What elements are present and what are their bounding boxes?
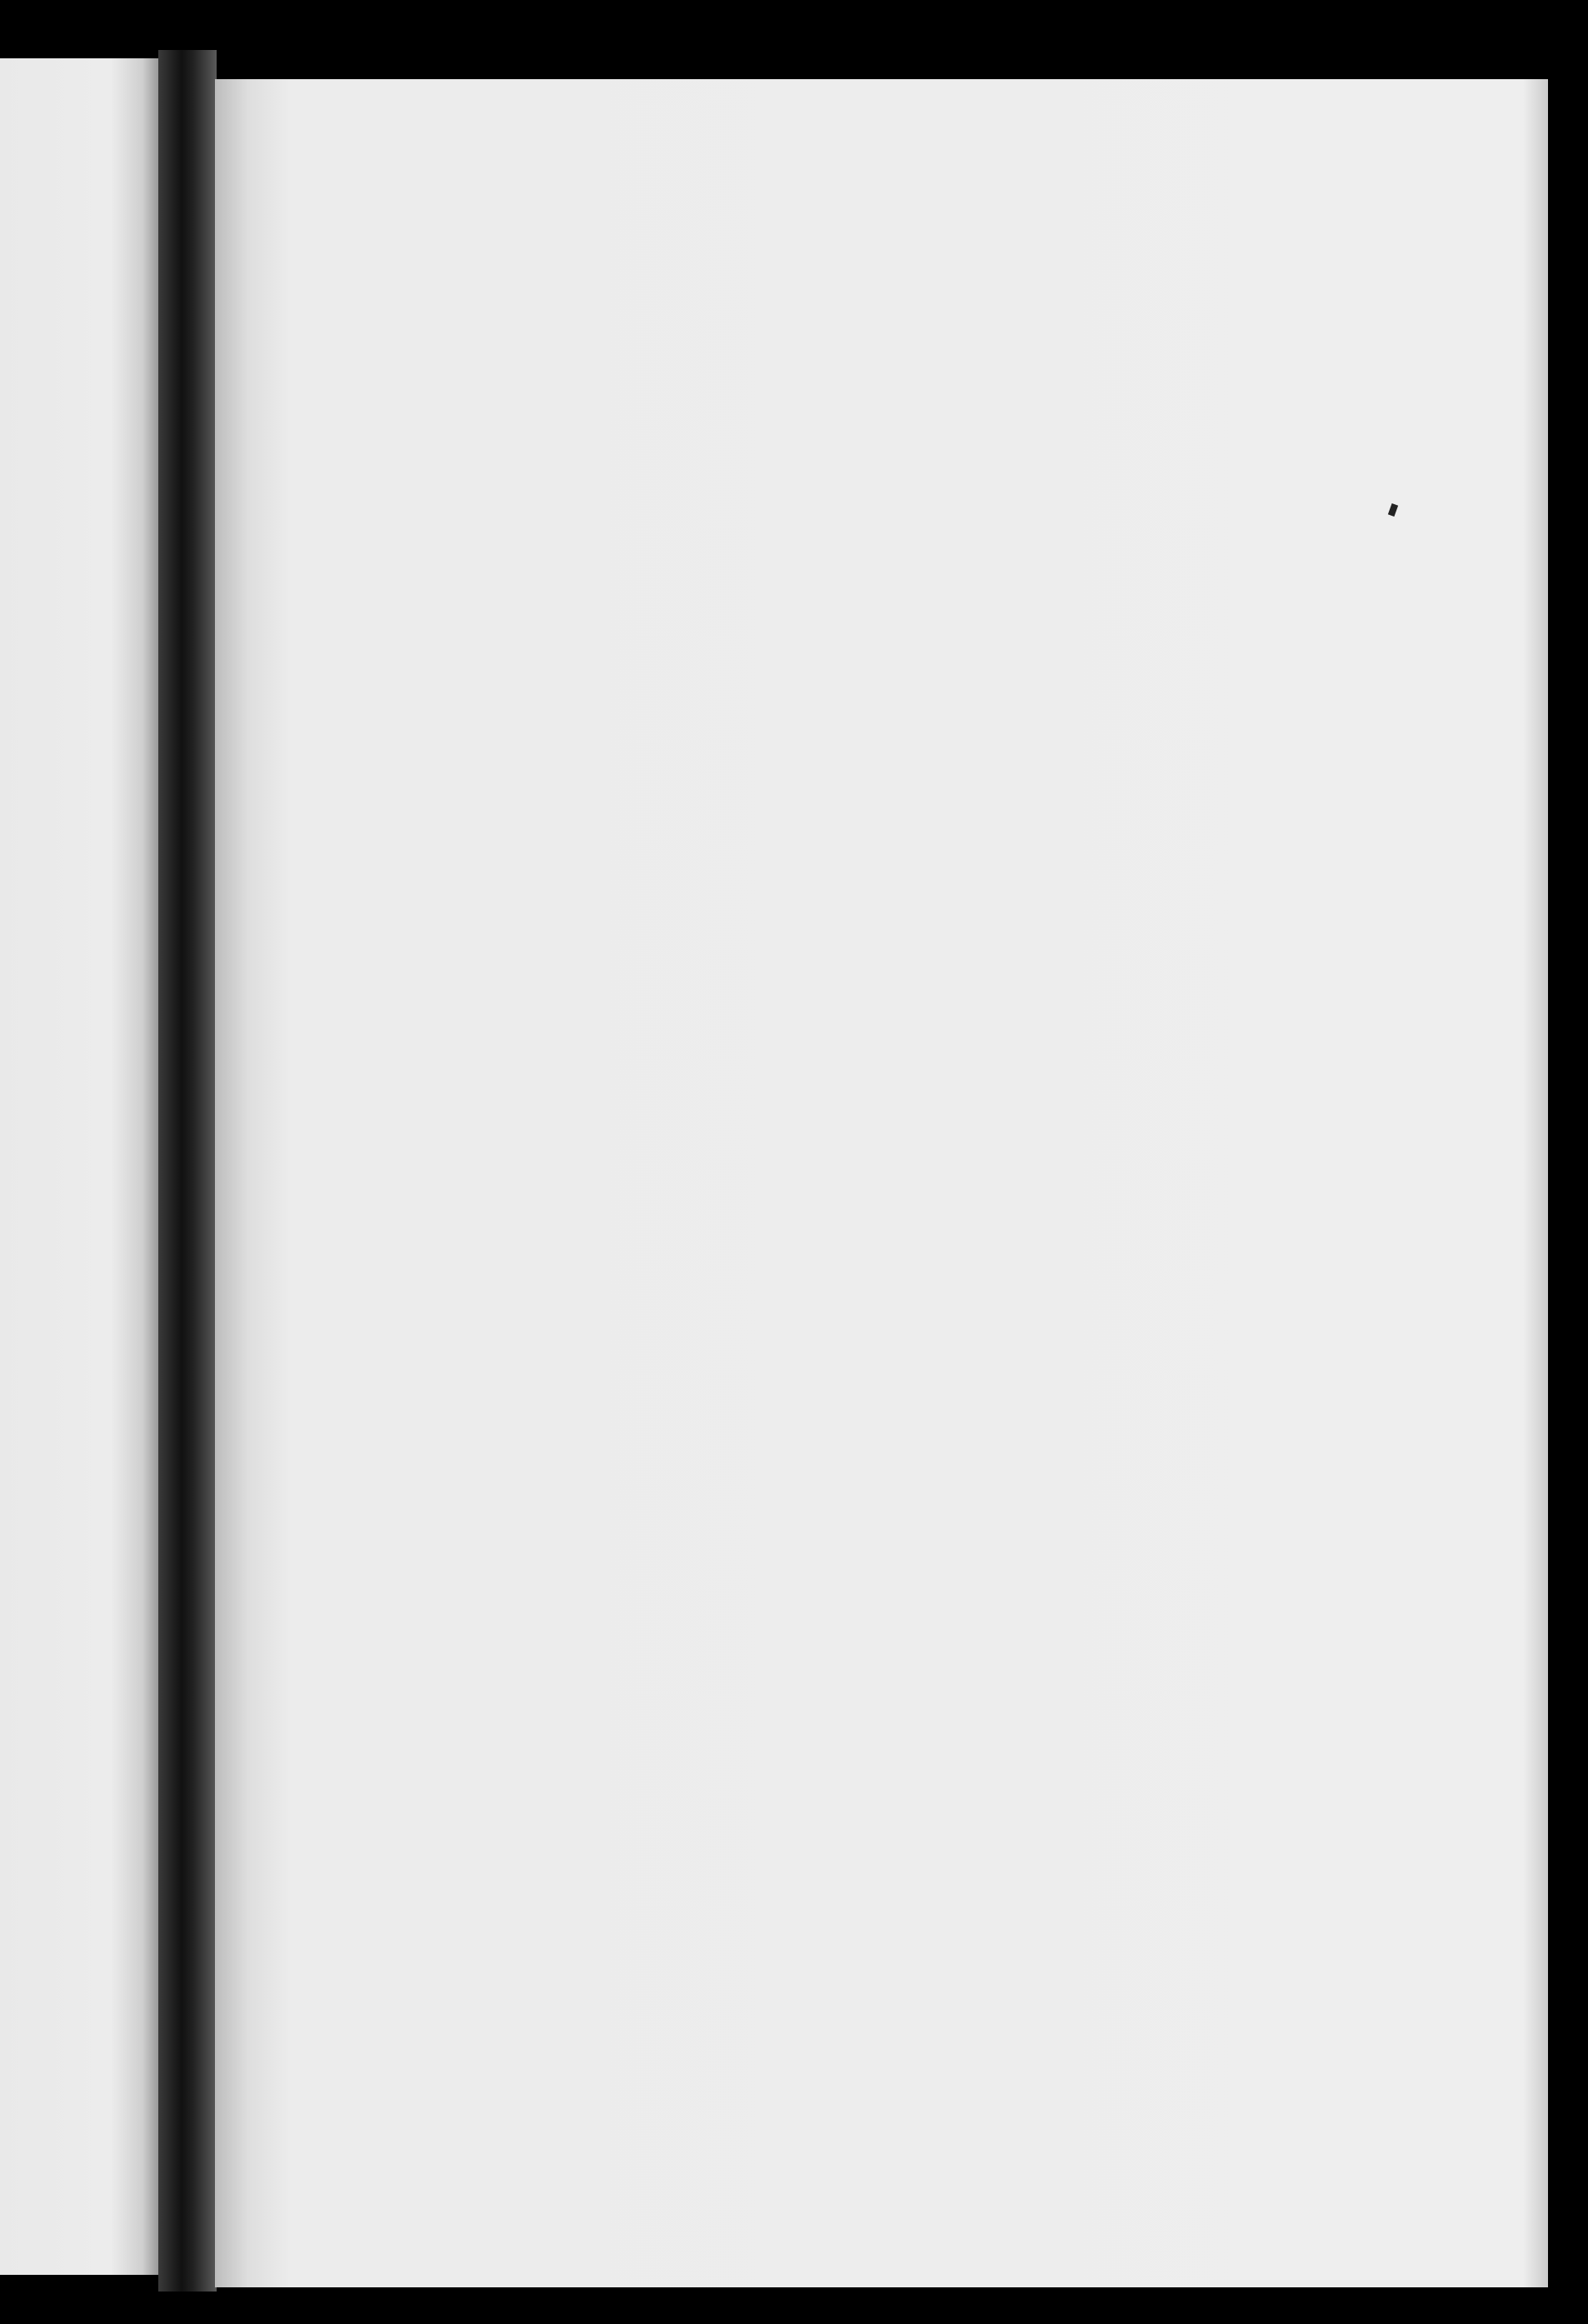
- stray-ink-mark: [1388, 503, 1398, 517]
- page-shadow: [1523, 79, 1548, 2287]
- book-page: [215, 79, 1548, 2287]
- book-gutter: [158, 50, 217, 2292]
- previous-page-text-fragments: [0, 58, 25, 2275]
- running-head: [465, 267, 1498, 317]
- previous-page-edge: [0, 58, 158, 2275]
